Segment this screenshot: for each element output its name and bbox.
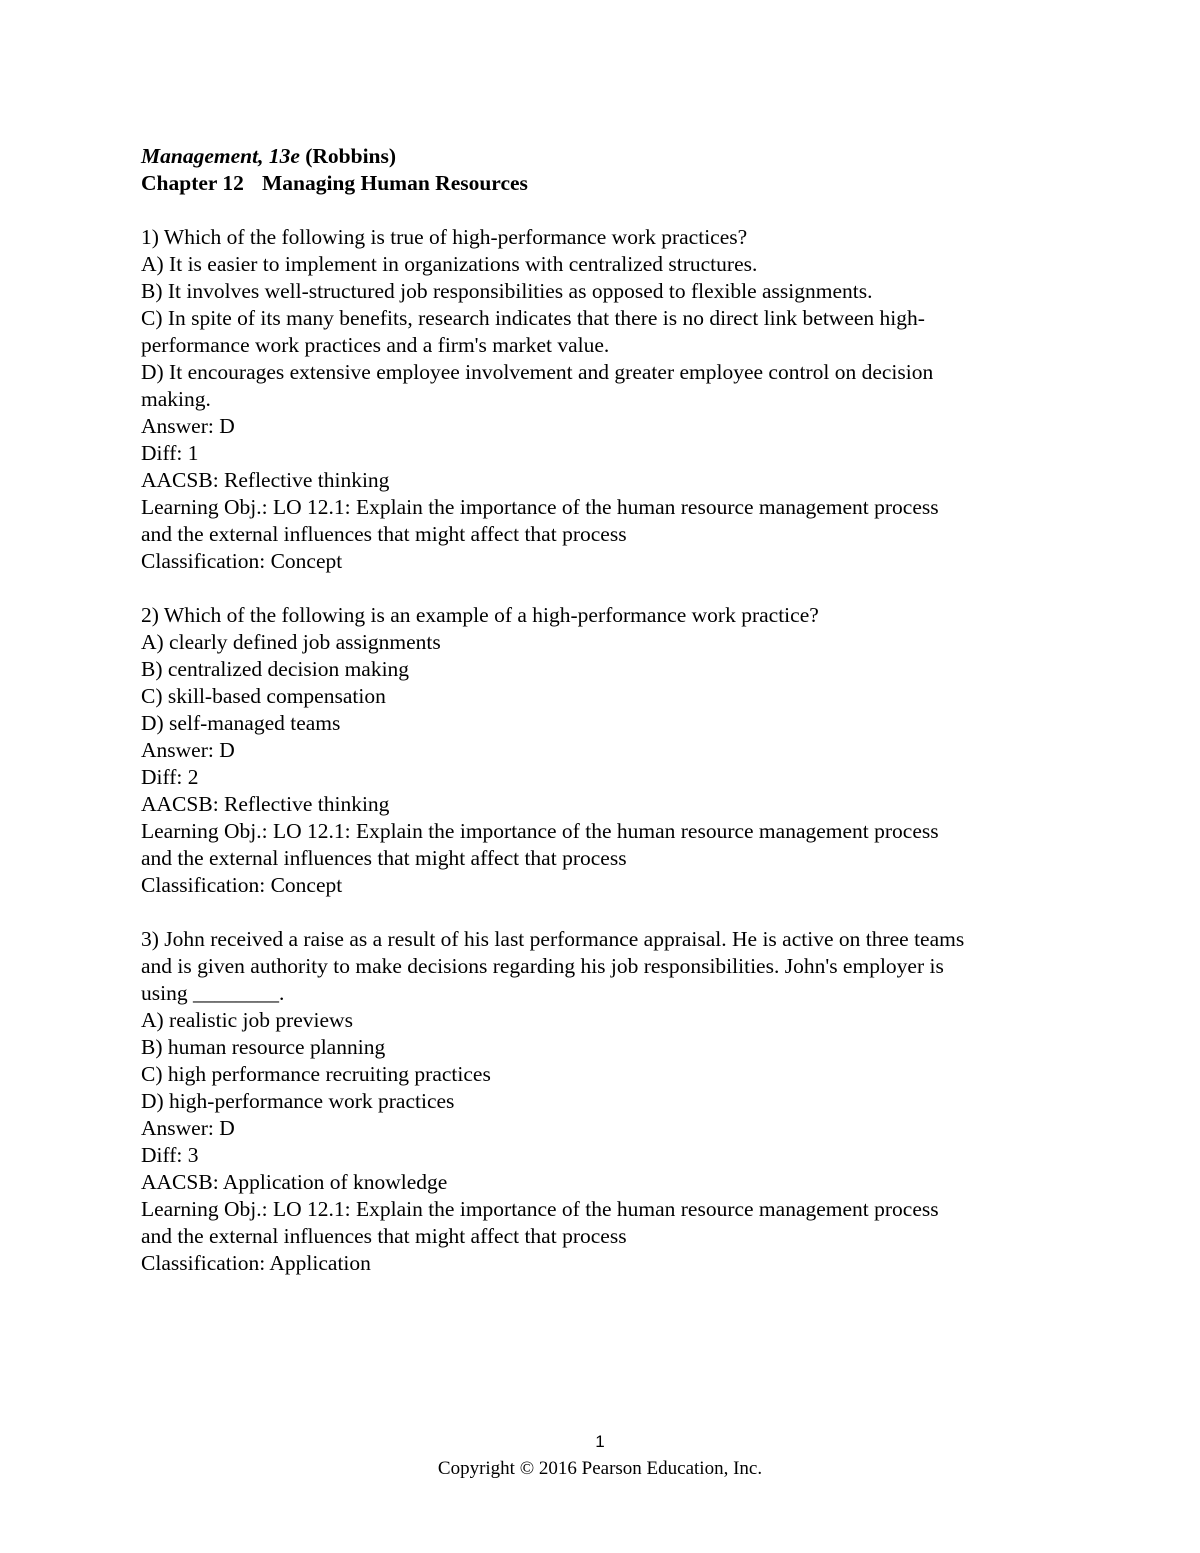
question-3 [141,926,1051,1277]
question-2-classification: Classification: Concept [141,873,343,897]
page-content [141,143,1051,1304]
copyright-notice: Copyright © 2016 Pearson Education, Inc. [437,1458,763,1479]
question-2-aacsb: AACSB: Reflective thinking [141,792,390,816]
question-1-option-d: D) It encourages extensive employee involvement and greater employee control on decision [141,360,934,384]
question-3-stem-cont: and is given authority to make decisions regarding his job responsibilities. John's employer is [141,954,944,978]
question-1-stem: 1) Which of the following is true of high-performance work practices? [141,225,748,249]
question-3-option-a: A) realistic job previews [141,1008,353,1032]
question-1-option-d-cont: making. [141,387,211,411]
question-3-stem-blank: using ________. [141,981,285,1005]
question-1-option-c-cont: performance work practices and a firm's market value. [141,333,610,357]
question-2-option-d: D) self-managed teams [141,711,341,735]
question-3-stem: 3) John received a raise as a result of his last performance appraisal. He is active on three teams [141,927,965,951]
question-3-classification: Classification: Application [141,1251,371,1275]
question-1-classification: Classification: Concept [141,549,343,573]
question-2-option-b: B) centralized decision making [141,657,410,681]
question-3-difficulty: Diff: 3 [141,1143,199,1167]
question-1-answer: Answer: D [141,414,235,438]
question-3-answer: Answer: D [141,1116,235,1140]
question-1-learning-objective: Learning Obj.: LO 12.1: Explain the importance of the human resource management process [141,495,939,519]
question-2-stem: 2) Which of the following is an example of a high-performance work practice? [141,603,819,627]
page-number: 1 [595,1432,605,1451]
chapter-label: Chapter 12 [141,171,244,195]
question-3-option-b: B) human resource planning [141,1035,386,1059]
book-title-line [141,143,1051,170]
question-1-option-a: A) It is easier to implement in organizations with centralized structures. [141,252,758,276]
question-3-learning-objective: Learning Obj.: LO 12.1: Explain the importance of the human resource management process [141,1197,939,1221]
question-2-learning-objective-cont: and the external influences that might affect that process [141,846,627,870]
question-2-answer: Answer: D [141,738,235,762]
question-2-learning-objective: Learning Obj.: LO 12.1: Explain the importance of the human resource management process [141,819,939,843]
question-2-option-a: A) clearly defined job assignments [141,630,441,654]
question-3-option-d: D) high-performance work practices [141,1089,455,1113]
chapter-heading [141,170,1051,197]
chapter-title: Managing Human Resources [261,171,528,195]
question-2 [141,602,1051,899]
question-1 [141,224,1051,575]
question-3-aacsb: AACSB: Application of knowledge [141,1170,448,1194]
question-1-learning-objective-cont: and the external influences that might affect that process [141,522,627,546]
question-3-option-c: C) high performance recruiting practices [141,1062,491,1086]
question-2-difficulty: Diff: 2 [141,765,199,789]
question-3-learning-objective-cont: and the external influences that might affect that process [141,1224,627,1248]
question-1-option-c: C) In spite of its many benefits, research indicates that there is no direct link between high- [141,306,925,330]
book-title: Management, 13e [141,144,300,168]
question-1-aacsb: AACSB: Reflective thinking [141,468,390,492]
question-1-difficulty: Diff: 1 [141,441,199,465]
question-1-option-b: B) It involves well-structured job responsibilities as opposed to flexible assignments. [141,279,873,303]
question-2-option-c: C) skill-based compensation [141,684,386,708]
book-author: (Robbins) [299,144,397,168]
